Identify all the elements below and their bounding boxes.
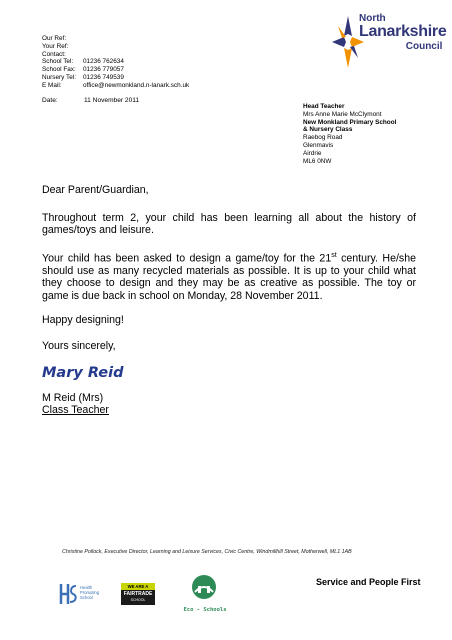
ref-label: Our Ref:	[42, 35, 67, 42]
ref-row-contact	[42, 51, 189, 59]
logo-line-lanarkshire: Lanarkshire	[359, 23, 447, 40]
address-school: New Monkland Primary School	[303, 118, 397, 126]
address-postcode: ML6 0NW	[303, 157, 332, 165]
reference-block	[42, 35, 189, 90]
ref-label: E Mail:	[42, 81, 62, 89]
date-label: Date:	[42, 97, 58, 104]
ref-row-your-ref	[42, 43, 189, 51]
ref-row-email	[42, 82, 189, 90]
ref-label: Contact:	[42, 50, 66, 58]
logo-line-council: Council	[405, 41, 443, 52]
ref-value: 01236 749539	[83, 73, 124, 81]
ref-row-school-fax	[42, 66, 189, 74]
hs-badge-line: Promoting	[80, 590, 100, 595]
paragraph-2-text: Your child has been asked to design a game/toy for the 21	[42, 252, 332, 265]
ref-label: School Fax:	[42, 66, 76, 74]
hs-badge-line: Health	[80, 585, 93, 590]
closing: Yours sincerely,	[42, 340, 116, 352]
council-logo	[332, 10, 450, 80]
ordinal-superscript: st	[331, 252, 337, 259]
ref-label: Your Ref:	[42, 42, 69, 50]
ref-row-our-ref	[42, 35, 189, 43]
hs-badge-line: School	[80, 595, 93, 600]
council-motto: Service and People First	[316, 577, 421, 587]
eco-schools-label: Eco - Schools	[183, 607, 227, 613]
address-line: Airdrie	[303, 149, 322, 157]
address-title: Head Teacher	[303, 103, 345, 110]
fairtrade-badge-line: SCHOOL	[130, 598, 146, 602]
school-address	[303, 103, 396, 165]
paragraph-3: Happy designing!	[42, 314, 124, 326]
council-logo-text	[359, 14, 446, 52]
paragraph-1: Throughout term 2, your child has been learning all about the history of games/toys and leisure.	[42, 212, 416, 237]
eco-schools-badge	[175, 574, 235, 618]
eco-schools-icon	[189, 574, 219, 600]
fairtrade-badge-line: WE ARE A	[121, 583, 155, 590]
ref-label: School Tel:	[42, 58, 74, 66]
hs-logo-icon	[58, 582, 78, 606]
ref-value: 01236 779057	[83, 66, 124, 74]
signer-name: M Reid (Mrs)	[42, 392, 104, 404]
address-line: Glenmavis	[303, 141, 334, 149]
ref-value: 01236 762634	[83, 58, 124, 66]
address-school-nursery: & Nursery Class	[303, 126, 353, 134]
email-value: office@newmonkland.n-lanark.sch.uk	[83, 81, 190, 89]
fairtrade-badge-line: FAIRTRADE	[123, 591, 153, 597]
salutation: Dear Parent/Guardian,	[42, 184, 149, 196]
health-promoting-school-badge	[58, 581, 110, 607]
footer-address: Christine Pollock, Executive Director, Learning and Leisure Services, Civic Centre, Windmillhill Street, Motherwell, ML1 1AB	[62, 549, 352, 555]
date-value: 11 November 2011	[84, 97, 140, 104]
paragraph-2-text: century. He/she should use as many recycled materials as possible. It is up to your child what they choose to design and they may be as creative as possible. The toy or game is due back in school on Monday, 28 November 2011.	[42, 252, 416, 302]
paragraph-2	[42, 250, 416, 302]
logo-line-north: North	[359, 13, 386, 24]
ref-row-school-tel	[42, 58, 189, 66]
signature: Mary Reid	[42, 365, 124, 381]
signer-role: Class Teacher	[42, 404, 109, 416]
fairtrade-school-badge	[121, 583, 155, 605]
hs-badge-text	[80, 585, 99, 600]
address-name: Mrs Anne Marie McClymont	[303, 110, 382, 118]
address-line: Raebog Road	[303, 134, 343, 142]
ref-row-nursery-tel	[42, 74, 189, 82]
date-row	[42, 97, 139, 104]
ref-label: Nursery Tel:	[42, 73, 76, 81]
